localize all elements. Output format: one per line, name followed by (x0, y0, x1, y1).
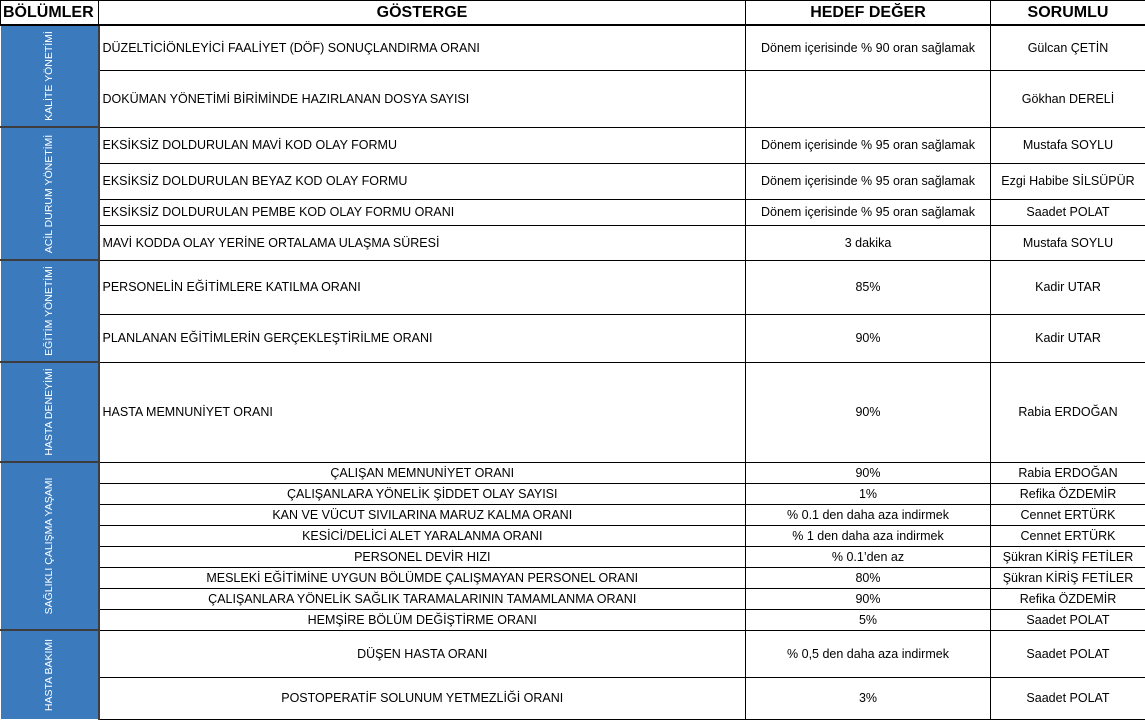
table-row (1, 127, 1145, 163)
target-cell: 90% (746, 362, 991, 462)
target-cell: Dönem içerisinde % 90 oran sağlamak (746, 25, 991, 70)
table-row (1, 362, 1145, 462)
table-row (1, 525, 1145, 546)
target-cell: 80% (746, 567, 991, 588)
owner-cell: Rabia ERDOĞAN (991, 362, 1145, 462)
table-row (1, 163, 1145, 199)
target-cell: % 0,5 den daha aza indirmek (746, 630, 991, 677)
table-row (1, 462, 1145, 483)
section-label-cell (1, 630, 99, 719)
target-cell: 3% (746, 677, 991, 719)
target-cell: Dönem içerisinde % 95 oran sağlamak (746, 163, 991, 199)
section-label: EĞİTİM YÖNETİMİ (43, 301, 55, 321)
table-row (1, 677, 1145, 719)
owner-cell: Cennet ERTÜRK (991, 525, 1145, 546)
section-label-cell (1, 362, 99, 462)
owner-cell: Saadet POLAT (991, 609, 1145, 630)
indicator-cell: ÇALIŞANLARA YÖNELİK ŞİDDET OLAY SAYISI (99, 483, 746, 504)
indicator-cell: MESLEKİ EĞİTİMİNE UYGUN BÖLÜMDE ÇALIŞMAYAN PERSONEL ORANI (99, 567, 746, 588)
header-owner: SORUMLU (991, 1, 1145, 26)
table-row (1, 260, 1145, 314)
indicator-cell: DÜZELTİCİÖNLEYİCİ FAALİYET (DÖF) SONUÇLANDIRMA ORANI (99, 25, 746, 70)
table-row (1, 70, 1145, 127)
header-indicator: GÖSTERGE (99, 1, 746, 26)
target-cell: 90% (746, 588, 991, 609)
owner-cell: Ezgi Habibe SİLSÜPÜR (991, 163, 1145, 199)
indicator-cell: DOKÜMAN YÖNETİMİ BİRİMİNDE HAZIRLANAN DOSYA SAYISI (99, 70, 746, 127)
indicator-cell: PLANLANAN EĞİTİMLERİN GERÇEKLEŞTİRİLME ORANI (99, 314, 746, 362)
section-label: ACİL DURUM YÖNETİMİ (43, 184, 55, 204)
owner-cell: Kadir UTAR (991, 260, 1145, 314)
owner-cell: Kadir UTAR (991, 314, 1145, 362)
table-row (1, 25, 1145, 70)
owner-cell: Şükran KİRİŞ FETİLER (991, 546, 1145, 567)
table-row (1, 483, 1145, 504)
table-row (1, 588, 1145, 609)
indicator-cell: EKSİKSİZ DOLDURULAN BEYAZ KOD OLAY FORMU (99, 163, 746, 199)
target-cell: % 0.1 den daha aza indirmek (746, 504, 991, 525)
indicator-cell: PERSONELİN EĞİTİMLERE KATILMA ORANI (99, 260, 746, 314)
section-label-cell (1, 127, 99, 260)
owner-cell: Gülcan ÇETİN (991, 25, 1145, 70)
target-cell: 90% (746, 314, 991, 362)
owner-cell: Rabia ERDOĞAN (991, 462, 1145, 483)
owner-cell: Mustafa SOYLU (991, 225, 1145, 260)
header-row (1, 1, 1145, 26)
table-row (1, 314, 1145, 362)
owner-cell: Şükran KİRİŞ FETİLER (991, 567, 1145, 588)
table-row (1, 630, 1145, 677)
indicator-cell: HASTA MEMNUNİYET ORANI (99, 362, 746, 462)
owner-cell: Gökhan DERELİ (991, 70, 1145, 127)
target-cell: 1% (746, 483, 991, 504)
section-label: KALİTE YÖNETİMİ (43, 66, 55, 86)
indicator-cell: KESİCİ/DELİCİ ALET YARALANMA ORANI (99, 525, 746, 546)
target-cell: 85% (746, 260, 991, 314)
indicator-cell: MAVİ KODDA OLAY YERİNE ORTALAMA ULAŞMA SÜRESİ (99, 225, 746, 260)
indicator-cell: EKSİKSİZ DOLDURULAN MAVİ KOD OLAY FORMU (99, 127, 746, 163)
indicator-cell: POSTOPERATİF SOLUNUM YETMEZLİĞİ ORANI (99, 677, 746, 719)
target-cell: Dönem içerisinde % 95 oran sağlamak (746, 127, 991, 163)
target-cell: 90% (746, 462, 991, 483)
target-cell: % 1 den daha aza indirmek (746, 525, 991, 546)
table-row (1, 609, 1145, 630)
owner-cell: Saadet POLAT (991, 677, 1145, 719)
indicator-cell: DÜŞEN HASTA ORANI (99, 630, 746, 677)
indicator-cell: ÇALIŞANLARA YÖNELİK SAĞLIK TARAMALARININ TAMAMLANMA ORANI (99, 588, 746, 609)
target-cell: 3 dakika (746, 225, 991, 260)
owner-cell: Refika ÖZDEMİR (991, 588, 1145, 609)
owner-cell: Mustafa SOYLU (991, 127, 1145, 163)
table-row (1, 199, 1145, 225)
indicator-cell: KAN VE VÜCUT SIVILARINA MARUZ KALMA ORANI (99, 504, 746, 525)
section-label-cell (1, 462, 99, 630)
owner-cell: Cennet ERTÜRK (991, 504, 1145, 525)
indicator-cell: ÇALIŞAN MEMNUNİYET ORANI (99, 462, 746, 483)
indicator-cell: HEMŞİRE BÖLÜM DEĞİŞTİRME ORANI (99, 609, 746, 630)
target-cell: 5% (746, 609, 991, 630)
section-label-cell (1, 260, 99, 362)
target-cell: % 0.1’den az (746, 546, 991, 567)
header-sections: BÖLÜMLER (1, 1, 99, 26)
section-label: HASTA DENEYİMİ (43, 402, 55, 422)
section-label: SAĞLIKLI ÇALIŞMA YAŞAMI (43, 536, 55, 556)
owner-cell: Saadet POLAT (991, 630, 1145, 677)
table-row (1, 225, 1145, 260)
table-row (1, 504, 1145, 525)
owner-cell: Saadet POLAT (991, 199, 1145, 225)
owner-cell: Refika ÖZDEMİR (991, 483, 1145, 504)
section-label-cell (1, 25, 99, 127)
table-row (1, 546, 1145, 567)
indicator-cell: PERSONEL DEVİR HIZI (99, 546, 746, 567)
section-label: HASTA BAKIMI (43, 665, 55, 685)
indicator-cell: EKSİKSİZ DOLDURULAN PEMBE KOD OLAY FORMU ORANI (99, 199, 746, 225)
header-target: HEDEF DEĞER (746, 1, 991, 26)
target-cell: Dönem içerisinde % 95 oran sağlamak (746, 199, 991, 225)
target-cell (746, 70, 991, 127)
table-row (1, 567, 1145, 588)
